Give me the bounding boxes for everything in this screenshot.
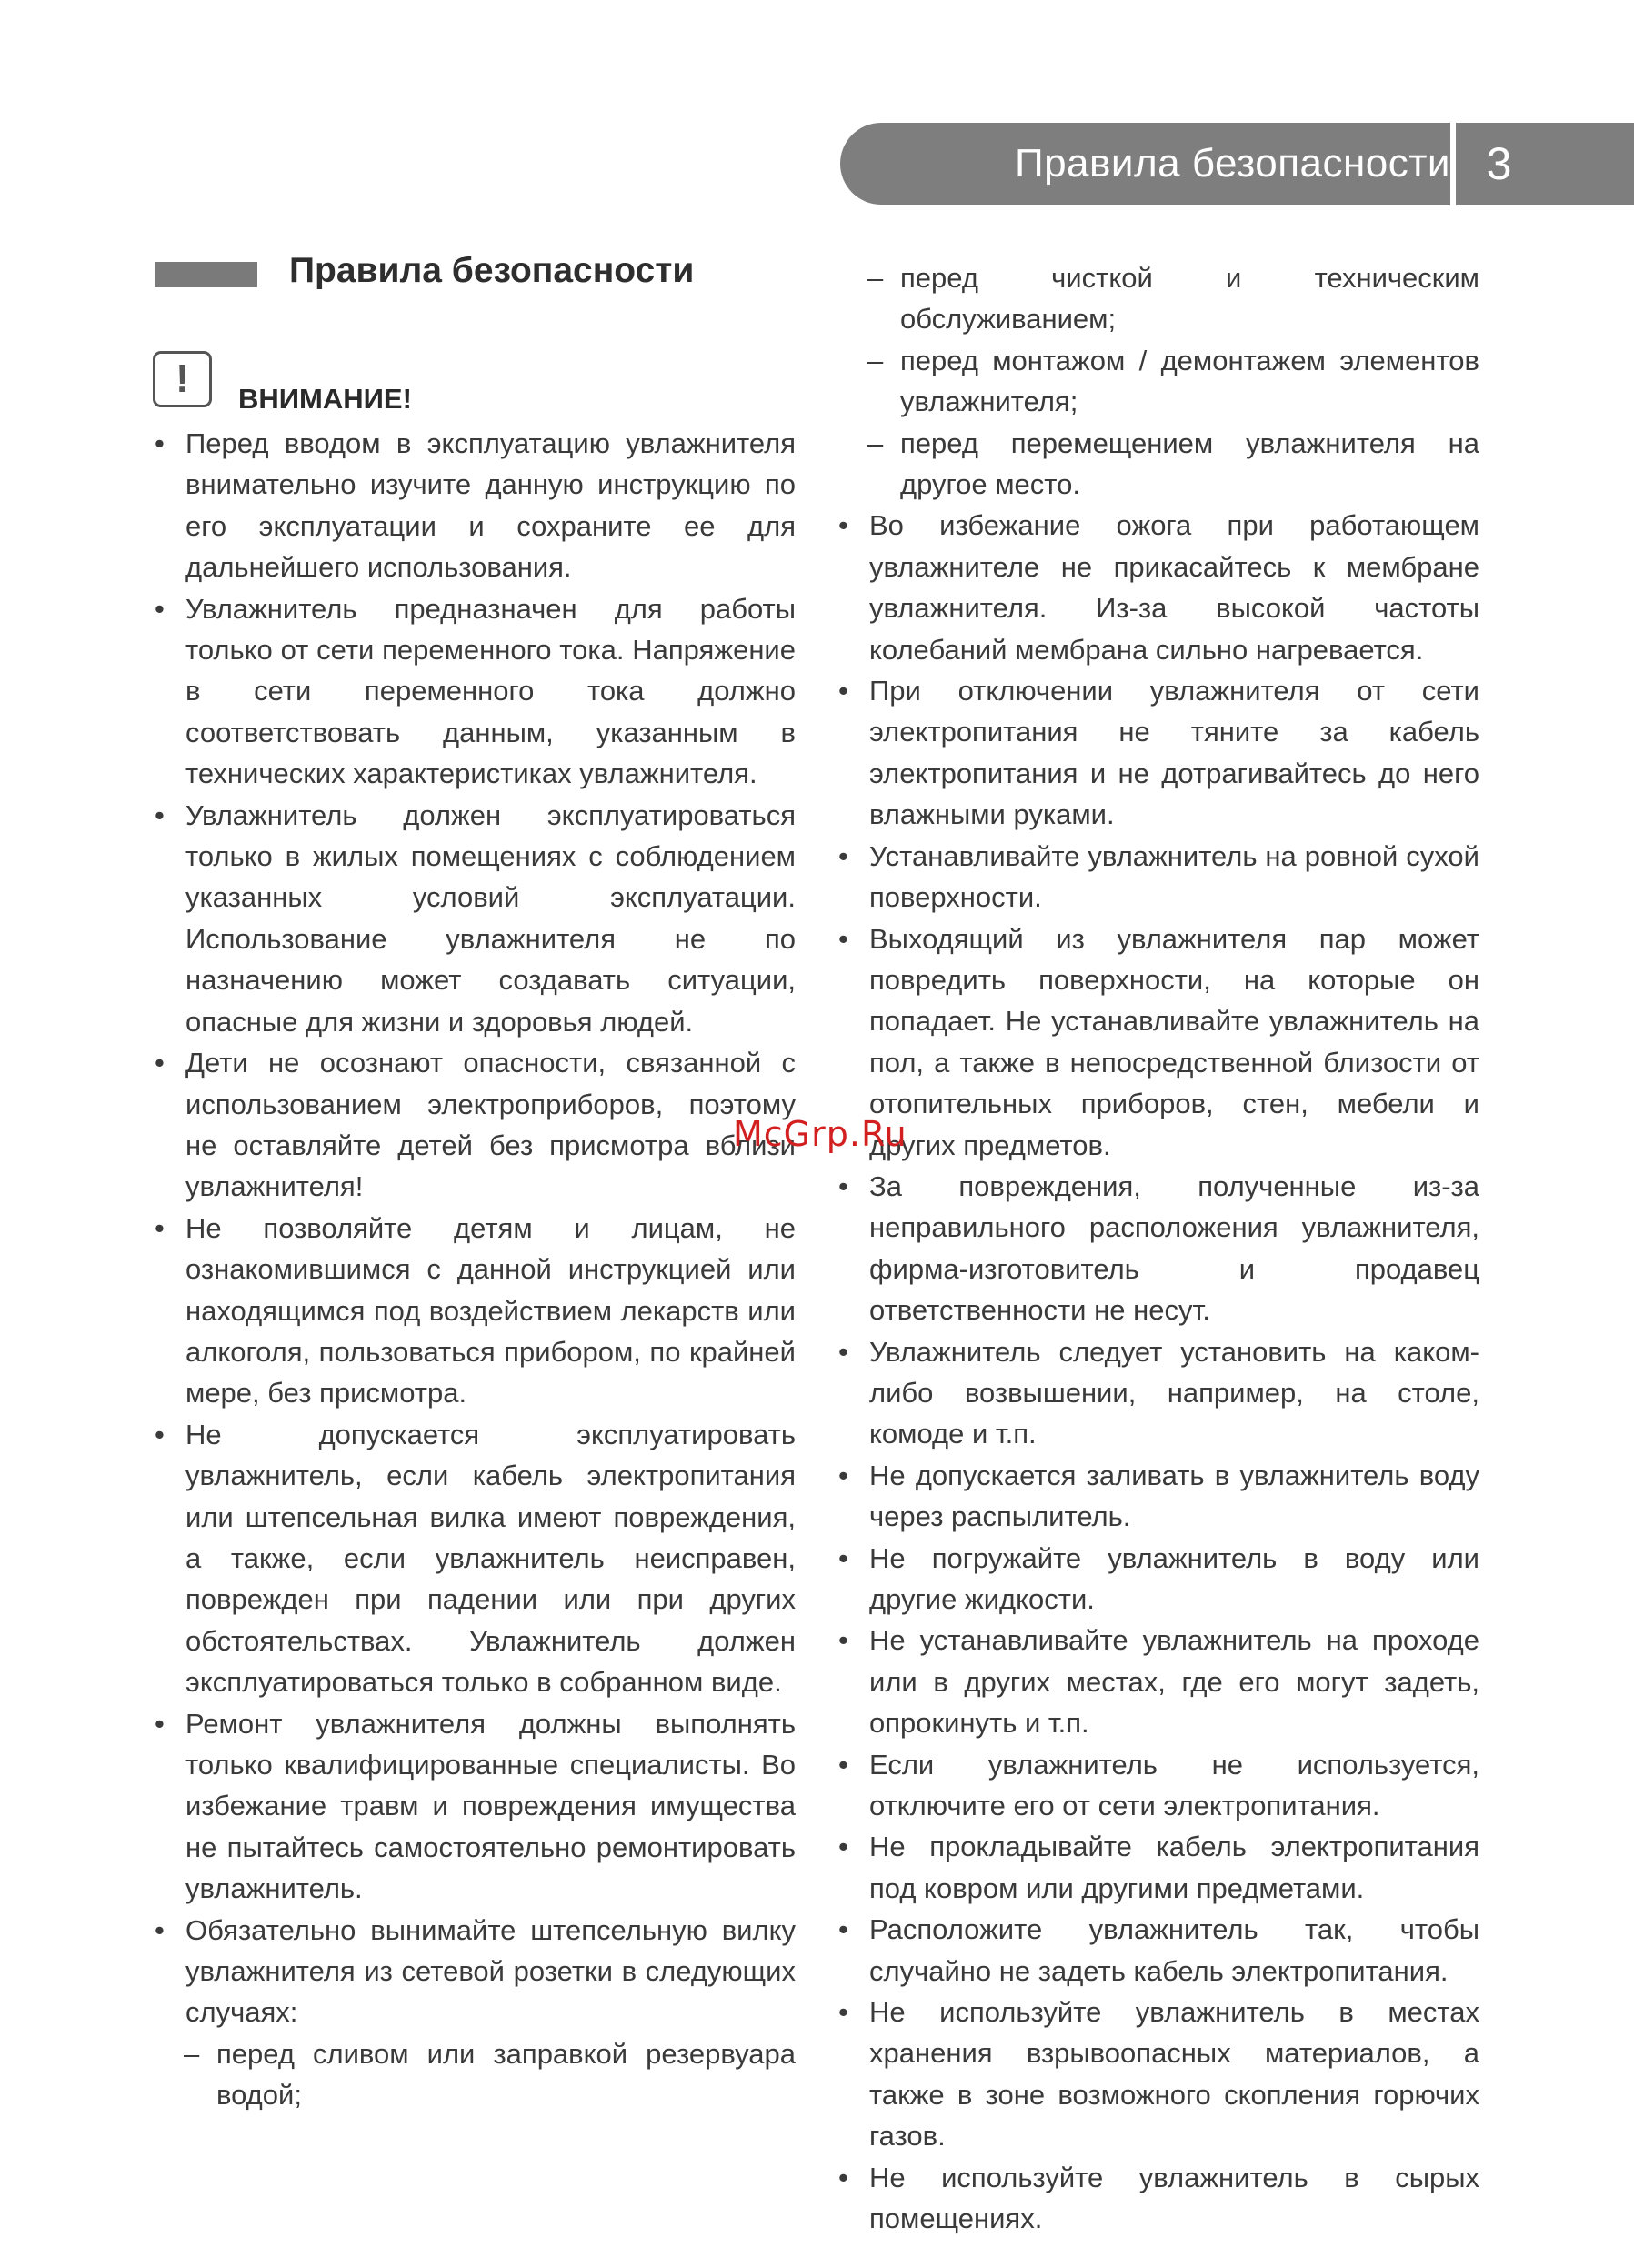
list-item: • Выходящий из увлажнителя пар может повредить поверхности, на которые он попадает. Не устанавливайте увлажнитель на пол, а также в непосредственной близости от отопительных приборов, стен, мебели и других предметов. xyxy=(838,918,1479,1166)
list-item: • Не устанавливайте увлажнитель на проходе или в других местах, где его могут задеть, опрокинуть и т.п. xyxy=(838,1620,1479,1743)
list-item: • Устанавливайте увлажнитель на ровной сухой поверхности. xyxy=(838,836,1479,918)
sub-list-item: – перед монтажом / демонтажем элементов увлажнителя; xyxy=(838,340,1479,423)
list-item: • Увлажнитель следует установить на каком-либо возвышении, например, на столе, комоде и т.п. xyxy=(838,1331,1479,1455)
list-item: • Ремонт увлажнителя должны выполнять только квалифицированные специалисты. Во избежание травм и повреждения имущества не пытайтесь самостоятельно ремонтировать увлажнитель. xyxy=(155,1703,796,1910)
left-column xyxy=(155,423,796,2116)
sub-list-item: – перед чисткой и техническим обслуживанием; xyxy=(838,257,1479,340)
list-item: • Обязательно вынимайте штепсельную вилку увлажнителя из сетевой розетки в следующих случаях: xyxy=(155,1910,796,2033)
header-title: Правила безопасности xyxy=(1014,141,1450,186)
list-item: • За повреждения, полученные из-за неправильного расположения увлажнителя, фирма-изготовитель и продавец ответственности не несут. xyxy=(838,1166,1479,1331)
watermark: McGrp.Ru xyxy=(733,1114,907,1154)
list-item: • Не прокладывайте кабель электропитания под ковром или другими предметами. xyxy=(838,1826,1479,1909)
list-item: • Не используйте увлажнитель в сырых помещениях. xyxy=(838,2157,1479,2240)
list-item: • Не допускается эксплуатировать увлажнитель, если кабель электропитания или штепсельная вилка имеют повреждения, а также, если увлажнитель неисправен, поврежден при падении или при других обстоятельствах. Увлажнитель должен эксплуатироваться только в собранном виде. xyxy=(155,1414,796,1703)
list-item: • Если увлажнитель не используется, отключите его от сети электропитания. xyxy=(838,1744,1479,1827)
right-column xyxy=(838,257,1479,2240)
list-item: • Не используйте увлажнитель в местах хранения взрывоопасных материалов, а также в зоне возможного скопления горючих газов. xyxy=(838,1992,1479,2157)
section-marker-bar xyxy=(155,262,257,287)
header-tab xyxy=(840,123,1634,205)
warning-label: ВНИМАНИЕ! xyxy=(238,383,412,415)
sub-list-item: – перед перемещением увлажнителя на другое место. xyxy=(838,423,1479,506)
list-item: • Дети не осознают опасности, связанной с использованием электроприборов, поэтому не оставляйте детей без присмотра вблизи увлажнителя! xyxy=(155,1042,796,1208)
list-item: • Не погружайте увлажнитель в воду или другие жидкости. xyxy=(838,1538,1479,1621)
warning-icon: ! xyxy=(153,351,212,407)
list-item: • Перед вводом в эксплуатацию увлажнителя внимательно изучите данную инструкцию по его эксплуатации и сохраните ее для дальнейшего использования. xyxy=(155,423,796,588)
list-item: • Увлажнитель предназначен для работы только от сети переменного тока. Напряжение в сети переменного тока должно соответствовать данным, указанным в технических характеристиках увлажнителя. xyxy=(155,588,796,795)
list-item: • Не допускается заливать в увлажнитель воду через распылитель. xyxy=(838,1455,1479,1538)
list-item: • При отключении увлажнителя от сети электропитания не тяните за кабель электропитания и не дотрагивайтесь до него влажными руками. xyxy=(838,670,1479,836)
sub-list-item: – перед сливом или заправкой резервуара водой; xyxy=(155,2033,796,2116)
list-item: • Увлажнитель должен эксплуатироваться только в жилых помещениях с соблюдением указанных условий эксплуатации. Использование увлажнителя не по назначению может создавать ситуации, опасные для жизни и здоровья людей. xyxy=(155,795,796,1042)
page-number: 3 xyxy=(1486,138,1512,189)
list-item: • Не позволяйте детям и лицам, не ознакомившимся с данной инструкцией или находящимся под воздействием лекарств или алкоголя, пользоваться прибором, по крайней мере, без присмотра. xyxy=(155,1208,796,1414)
list-item: • Во избежание ожога при работающем увлажнителе не прикасайтесь к мембране увлажнителя. Из-за высокой частоты колебаний мембрана сильно нагревается. xyxy=(838,505,1479,670)
list-item: • Расположите увлажнитель так, чтобы случайно не задеть кабель электропитания. xyxy=(838,1909,1479,1992)
section-title: Правила безопасности xyxy=(289,251,695,290)
